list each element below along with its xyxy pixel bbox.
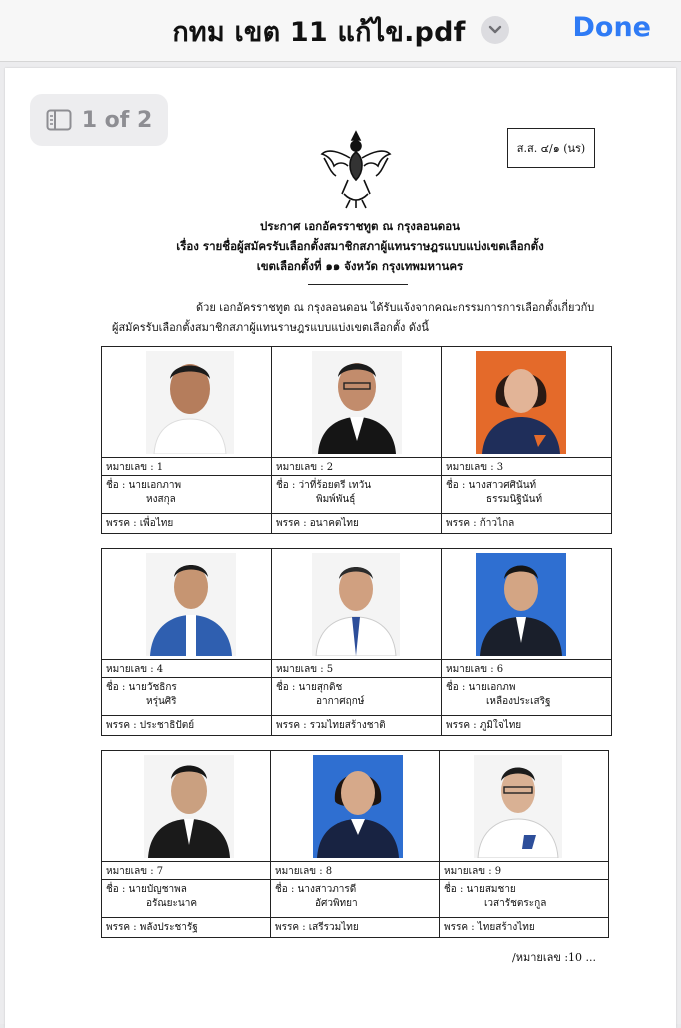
done-button[interactable]: Done — [572, 12, 651, 43]
photo-area — [271, 751, 439, 862]
continuation-note: /หมายเลข :10 ... — [512, 951, 597, 964]
name-line-2: เวสารัชตระกูล — [484, 898, 547, 909]
heading-divider — [308, 284, 408, 285]
candidate-card-4 — [102, 549, 272, 735]
candidate-name — [271, 880, 439, 918]
name-line-2: เหลืองประเสริฐ — [486, 696, 551, 707]
candidate-number: หมายเลข : 2 — [272, 458, 441, 476]
photo-area — [102, 751, 270, 862]
name-line-2: อากาศฤกษ์ — [316, 696, 365, 707]
candidate-party: พรรค : ภูมิใจไทย — [446, 720, 522, 731]
sidebar-icon — [46, 109, 72, 131]
candidate-photo-5 — [312, 553, 400, 656]
heading-line-1: ประกาศ เอกอัครราชทูต ณ กรุงลอนดอน — [260, 219, 460, 233]
candidate-name — [102, 678, 271, 716]
name-line-1: ชื่อ : นายสมชาย — [444, 884, 516, 895]
intro-line-1: ด้วย เอกอัครราชทูต ณ กรุงลอนดอน ได้รับแจ้งจากคณะกรรมการการเลือกตั้งเกี่ยวกับ — [196, 301, 595, 314]
candidate-number: หมายเลข : 6 — [442, 660, 611, 678]
candidate-number: หมายเลข : 9 — [440, 862, 608, 880]
photo-area — [102, 347, 271, 458]
candidate-party: พรรค : พลังประชารัฐ — [106, 922, 198, 933]
candidate-card-8 — [271, 751, 440, 937]
heading-line-2: เรื่อง รายชื่อผู้สมัครรับเลือกตั้งสมาชิกสภาผู้แทนราษฎรแบบแบ่งเขตเลือกตั้ง — [176, 239, 544, 253]
name-line-2: อรัณยะนาค — [146, 898, 198, 909]
name-line-1: ชื่อ : นางสาวภารดี — [275, 884, 357, 895]
name-line-2: ธรรมนิฐินันท์ — [486, 494, 543, 505]
photo-area — [272, 549, 441, 660]
candidate-name — [442, 678, 611, 716]
photo-area — [442, 549, 611, 660]
photo-area — [442, 347, 611, 458]
candidate-name — [442, 476, 611, 514]
candidate-name — [102, 880, 270, 918]
candidate-party: พรรค : ประชาธิปัตย์ — [106, 720, 195, 731]
candidate-name — [102, 476, 271, 514]
candidate-card-7 — [102, 751, 271, 937]
candidate-card-1 — [102, 347, 272, 533]
candidate-number: หมายเลข : 5 — [272, 660, 441, 678]
candidate-party: พรรค : เสรีรวมไทย — [275, 922, 359, 933]
candidate-party: พรรค : อนาคตไทย — [276, 518, 359, 529]
candidate-grid-1 — [101, 346, 612, 534]
candidate-photo-3 — [476, 351, 566, 454]
name-line-2: พิมพ์พันธุ์ — [316, 494, 356, 505]
candidate-party: พรรค : ก้าวไกล — [446, 518, 515, 529]
candidate-name — [272, 476, 441, 514]
form-code-box: ส.ส. ๔/๑ (นร) — [507, 128, 595, 168]
name-line-1: ชื่อ : ว่าที่ร้อยตรี เทวัน — [276, 480, 372, 491]
page-indicator[interactable] — [30, 94, 168, 146]
candidate-photo-7 — [144, 755, 234, 858]
candidate-card-9 — [440, 751, 608, 937]
candidate-photo-1 — [146, 351, 234, 454]
candidate-photo-8 — [313, 755, 403, 858]
candidate-card-6 — [442, 549, 611, 735]
name-line-1: ชื่อ : นายวัชธิกร — [106, 682, 177, 693]
document-title[interactable]: กทม เขต 11 แก้ไข.pdf — [172, 17, 466, 48]
chevron-down-icon[interactable] — [481, 16, 509, 44]
name-line-2: อัศวพิทยา — [315, 898, 358, 909]
candidate-number: หมายเลข : 8 — [271, 862, 439, 880]
candidate-number: หมายเลข : 1 — [102, 458, 271, 476]
candidate-card-3 — [442, 347, 611, 533]
name-line-2: หงสกุล — [146, 494, 176, 505]
name-line-1: ชื่อ : นายเอกภาพ — [106, 480, 182, 491]
candidate-photo-4 — [146, 553, 236, 656]
candidate-grid-2 — [101, 548, 612, 736]
name-line-1: ชื่อ : นางสาวศศินันท์ — [446, 480, 537, 491]
candidate-number: หมายเลข : 4 — [102, 660, 271, 678]
name-line-2: หรุ่นศิริ — [146, 696, 177, 707]
candidate-photo-6 — [476, 553, 566, 656]
heading-line-3: เขตเลือกตั้งที่ ๑๑ จังหวัด กรุงเทพมหานคร — [256, 259, 464, 273]
candidate-party: พรรค : รวมไทยสร้างชาติ — [276, 720, 386, 731]
photo-area — [272, 347, 441, 458]
candidate-number: หมายเลข : 7 — [102, 862, 270, 880]
candidate-card-5 — [272, 549, 442, 735]
name-line-1: ชื่อ : นายบัญชาพล — [106, 884, 187, 895]
candidate-name — [440, 880, 608, 918]
candidate-party: พรรค : เพื่อไทย — [106, 518, 174, 529]
candidate-number: หมายเลข : 3 — [442, 458, 611, 476]
candidate-name — [272, 678, 441, 716]
candidate-party: พรรค : ไทยสร้างไทย — [444, 922, 535, 933]
candidate-grid-3 — [101, 750, 609, 938]
photo-area — [440, 751, 608, 862]
name-line-1: ชื่อ : นายเอกภพ — [446, 682, 516, 693]
candidate-card-2 — [272, 347, 442, 533]
photo-area — [102, 549, 271, 660]
intro-line-2: ผู้สมัครรับเลือกตั้งสมาชิกสภาผู้แทนราษฎรแบบแบ่งเขตเลือกตั้ง ดังนี้ — [112, 321, 429, 334]
name-line-1: ชื่อ : นายสุกดิช — [276, 682, 343, 693]
garuda-emblem-icon — [318, 128, 394, 210]
navigation-bar — [0, 0, 681, 62]
page-indicator-label: 1 of 2 — [81, 107, 153, 133]
candidate-photo-9 — [474, 755, 562, 858]
candidate-photo-2 — [312, 351, 402, 454]
